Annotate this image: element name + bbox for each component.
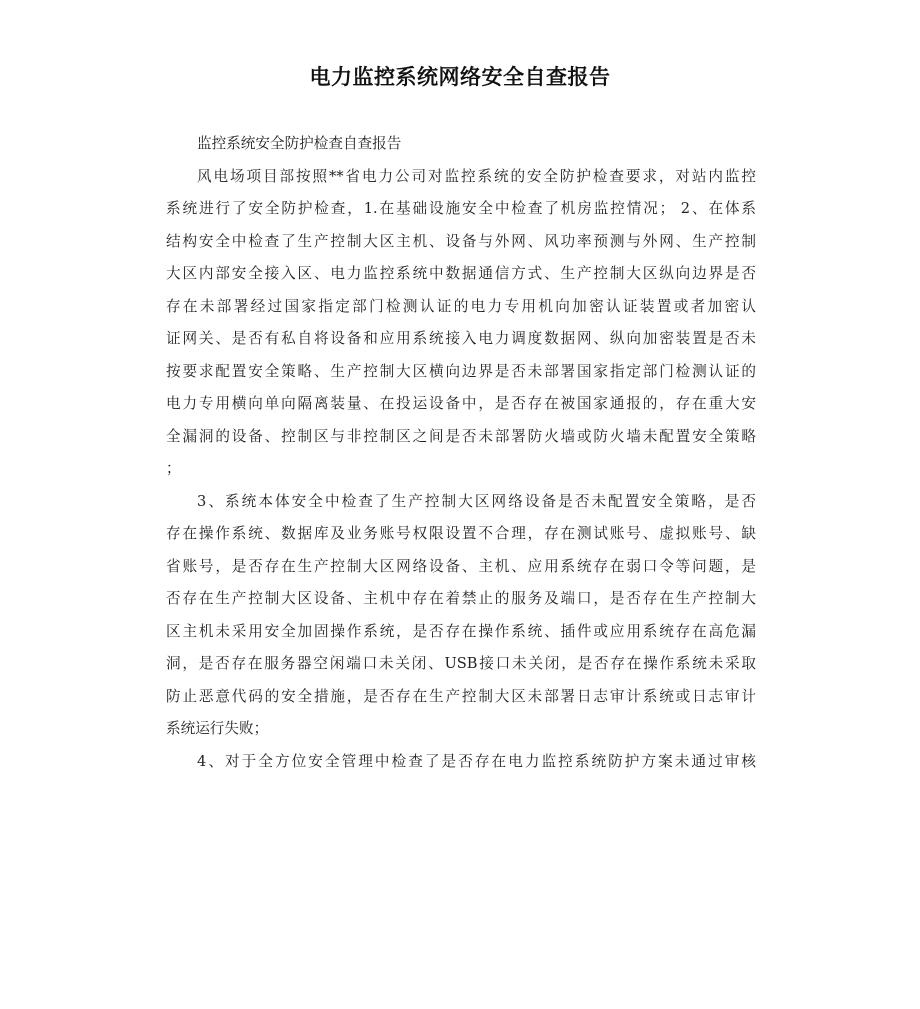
body-line: 大区内部安全接入区、电力监控系统中数据通信方式、生产控制大区纵向边界是否 xyxy=(166,265,756,282)
body-line: 3、系统本体安全中检查了生产控制大区网络设备是否未配置安全策略，是否 xyxy=(197,492,756,510)
body-line: 否存在生产控制大区设备、主机中存在着禁止的服务及端口，是否存在生产控制大 xyxy=(166,590,756,607)
body-line: 洞，是否存在服务器空闲端口未关闭、USB接口未关闭，是否存在操作系统未采取 xyxy=(166,655,756,672)
body-line: 区主机未采用安全加固操作系统，是否存在操作系统、插件或应用系统存在高危漏 xyxy=(166,622,756,640)
document-title: 电力监控系统网络安全自查报告 xyxy=(309,65,611,89)
body-line: ； xyxy=(166,460,181,477)
document-body xyxy=(166,128,756,778)
body-line: 系统运行失败； xyxy=(166,720,269,737)
body-line: 风电场项目部按照**省电力公司对监控系统的安全防护检查要求，对站内监控 xyxy=(197,167,756,185)
body-line: 防止恶意代码的安全措施，是否存在生产控制大区未部署日志审计系统或日志审计 xyxy=(166,687,756,705)
body-line: 电力专用横向单向隔离装量、在投运设备中，是否存在被国家通报的，存在重大安 xyxy=(166,395,756,412)
body-line: 监控系统安全防护检查自查报告 xyxy=(197,135,402,152)
body-line: 按要求配置安全策略、生产控制大区横向边界是否未部署国家指定部门检测认证的 xyxy=(166,362,756,380)
body-line: 系统进行了安全防护检查，1.在基础设施安全中检查了机房监控情况； 2、在体系 xyxy=(166,200,756,217)
body-line: 结构安全中检查了生产控制大区主机、设备与外网、风功率预测与外网、生产控制 xyxy=(166,232,756,250)
body-line: 存在操作系统、数据库及业务账号权限设置不合理，存在测试账号、虚拟账号、缺 xyxy=(166,525,756,542)
body-line: 存在未部署经过国家指定部门检测认证的电力专用机向加密认证装置或者加密认 xyxy=(166,297,756,315)
body-line: 证网关、是否有私自将设备和应用系统接入电力调度数据网、纵向加密装置是否未 xyxy=(166,330,756,347)
body-line: 4、对于全方位安全管理中检查了是否存在电力监控系统防护方案未通过审核 xyxy=(197,752,756,770)
body-line: 省账号，是否存在生产控制大区网络设备、主机、应用系统存在弱口令等问题，是 xyxy=(166,557,756,575)
body-line: 全漏洞的设备、控制区与非控制区之间是否未部署防火墙或防火墙未配置安全策略 xyxy=(166,427,756,445)
